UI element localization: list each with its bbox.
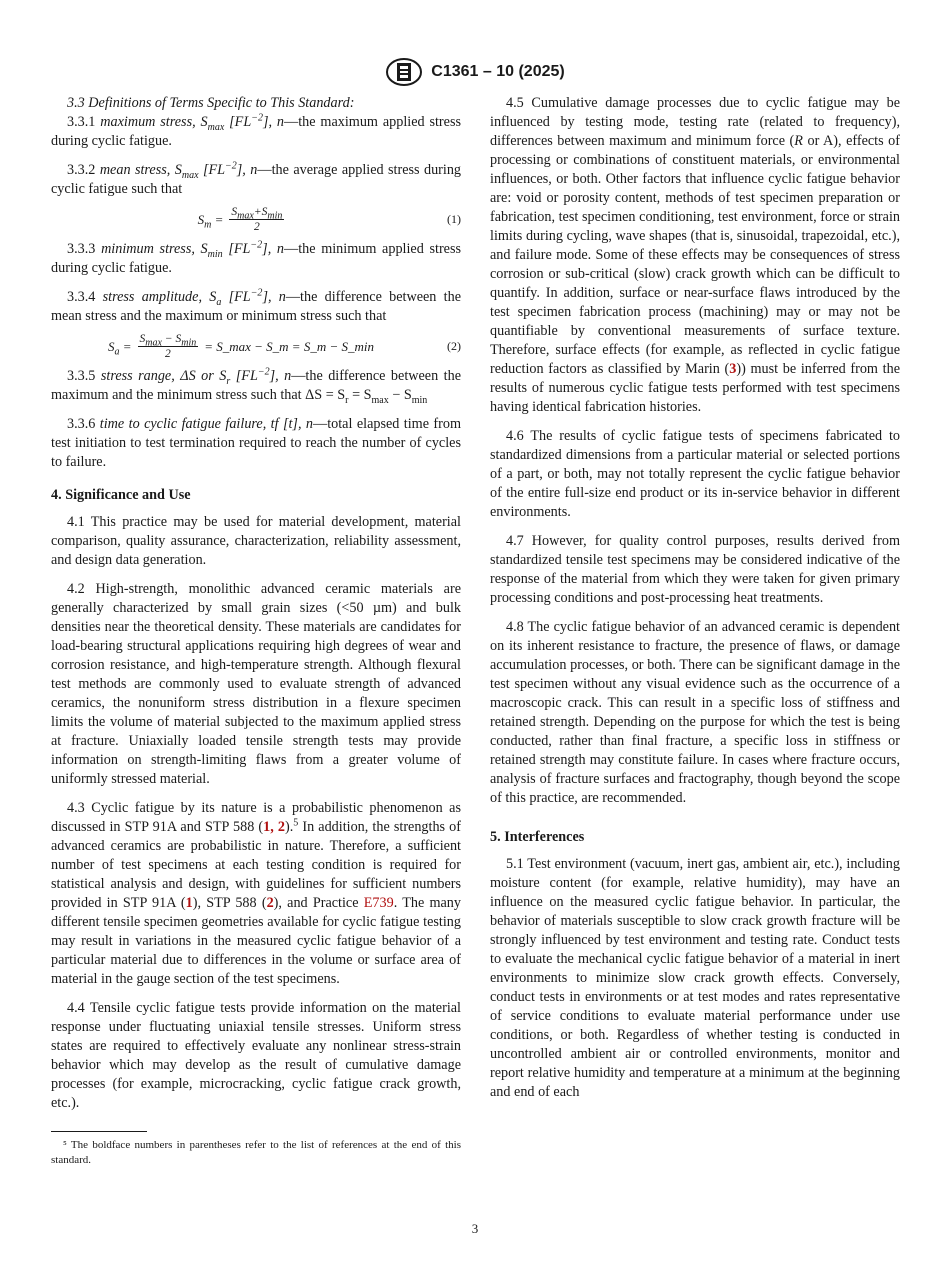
page-header bbox=[0, 57, 950, 92]
para-4-4: 4.4 Tensile cyclic fatigue tests provide information on the material response under fluctuating uniaxial tensile stresses. Uniform stress states are required to effectively evaluate any nonlinear stress-strain behavior which may develop as the result of cumulative damage processes (for example, microcracking, cyclic fatigue crack growth, etc.). bbox=[51, 1000, 461, 1111]
section-4-heading: 4. Significance and Use bbox=[51, 487, 191, 503]
def-3-3-4: 3.3.4 stress amplitude, $S_a$ $[FL^{-2}]$, n—the difference between the mean stress and the maximum or minimum stress such that bbox=[51, 287, 461, 324]
para-4-3: 4.3 Cyclic fatigue by its nature is a probabilistic phenomenon as discussed in STP 91A and STP 588 (1, 2).$^5$ In addition, the strengths of advanced ceramics are probabilistic in nature. Therefore, a sufficient number of test specimens at each testing condition is required for statistical analysis and design, with guidelines for sufficient numbers provided in STP 91A (1), STP 588 (2), and Practice E739. The many different tensile specimen geometries available for cyclic fatigue testing may result in variations in the measured cyclic fatigue behavior of a particular material due to differences in the volume or surface area of material in the gauge section of the test specimens. bbox=[51, 800, 462, 987]
equation-number: (2) bbox=[447, 339, 461, 353]
equation-2: $S_a$ = $\frac{S_{max} - S_{min}}{2}$ = S_max − S_m = S_m − S_min (2) bbox=[108, 333, 461, 360]
para-4-7: 4.7 However, for quality control purposes, results derived from standardized tensile test specimens may be considered indicative of the response of the material from which they were taken for given primary processing conditions and post-processing heat treatments. bbox=[490, 533, 900, 606]
footnote-divider bbox=[51, 1131, 147, 1132]
def-3-3-3: 3.3.3 minimum stress, $S_{min}$ $[FL^{-2}]$, n—the minimum applied stress during cyclic fatigue. bbox=[51, 239, 462, 276]
def-3-3-1: 3.3.1 maximum stress, $S_{max}$ $[FL^{-2}]$, n—the maximum applied stress during cyclic fatigue. bbox=[51, 112, 461, 149]
para-4-5: 4.5 Cumulative damage processes due to cyclic fatigue may be influenced by testing mode, testing rate (related to frequency), differences between maximum and minimum force (R or A), effects of processing or combinations of constituent materials, or environmental influences, or both. Other factors that influence cyclic fatigue behavior are: void or porosity content, methods of test specimen preparation or fabrication, test specimen conditioning, test environment, force or strain limits during cycling, wave shapes (that is, sinusoidal, trapezoidal, etc.), and failure mode. Some of these effects may be consequences of stress corrosion or sub-critical (slow) crack growth which can be difficult to quantify. In addition, surface or near-surface flaws introduced by the test specimen fabrication process (machining) may or may not be quantifiable by conventional measurements of surface texture. Therefore, surface effects (for example, as reflected in cyclic fatigue reduction factors as classified by Marin (3)) must be inferred from the results of numerous cyclic fatigue tests performed with test specimens having identical fabrication histories. bbox=[490, 95, 900, 415]
def-3-3-6: 3.3.6 time to cyclic fatigue failure, tf [t], n—total elapsed time from test initiation to test termination required to reach the number of cycles to failure. bbox=[51, 416, 462, 470]
ref-link[interactable]: 2 bbox=[266, 895, 274, 911]
def-3-3-2: 3.3.2 mean stress, $S_{max}$ $[FL^{-2}]$, n—the average applied stress during cyclic fatigue such that bbox=[51, 160, 462, 197]
left-column bbox=[51, 94, 461, 1168]
section-3-3-heading: 3.3 Definitions of Terms Specific to This Standard: bbox=[67, 95, 355, 111]
ref-link[interactable]: 1 bbox=[185, 895, 193, 911]
para-4-6: 4.6 The results of cyclic fatigue tests of specimens fabricated to standardized dimensions from a particular material or selected portions of a part, or both, may not totally represent the cyclic fatigue behavior of the entire full-size end product or its in-service behavior in different environments. bbox=[490, 428, 900, 520]
def-3-3-5: 3.3.5 stress range, ΔS or $S_r$ $[FL^{-2}]$, n—the difference between the maximum and the minimum stress such that $\Delta S = S_r = S_{max} - S_{min}$ bbox=[51, 366, 462, 406]
equation-1: $S_m$ = $\frac{S_{max}+S_{min}}{2}$ (1) bbox=[197, 206, 461, 233]
ref-link[interactable]: 3 bbox=[729, 361, 737, 377]
equation-number: (1) bbox=[447, 212, 461, 226]
para-4-8: 4.8 The cyclic fatigue behavior of an advanced ceramic is dependent on its inherent resistance to fracture, the presence of flaws, or damage accumulation processes, or both. There can be significant damage in the test specimen without any visual evidence such as the occurrence of a macroscopic crack. This can result in a specific loss of stiffness and retained strength. Depending on the purpose for which the test is being conducted, rather than final fracture, a specific loss in stiffness or retained strength may constitute failure. In cases where fracture occurs, analysis of fracture surfaces and fractography, though beyond the scope of this practice, are recommended. bbox=[490, 619, 900, 806]
standard-designation: C1361 – 10 (2025) bbox=[431, 63, 565, 80]
section-5-heading: 5. Interferences bbox=[490, 829, 585, 845]
astm-logo bbox=[385, 57, 423, 87]
footnote-ref[interactable]: 5 bbox=[293, 817, 299, 829]
right-column bbox=[490, 94, 900, 1102]
page-number: 3 bbox=[471, 1221, 479, 1236]
standard-link-e739[interactable]: E739 bbox=[363, 895, 394, 911]
para-4-1: 4.1 This practice may be used for material development, material comparison, quality assurance, characterization, reliability assessment, and design data generation. bbox=[51, 514, 461, 568]
footnote-5: ⁵ The boldface numbers in parentheses refer to the list of references at the end of this standard. bbox=[51, 1139, 461, 1166]
para-4-2: 4.2 High-strength, monolithic advanced ceramic materials are generally characterized by small grain sizes (<50 µm) and bulk densities near the theoretical density. These materials are candidates for load-bearing structural applications requiring high degrees of wear and corrosion resistance, and high-temperature strength. Although flexural test methods are commonly used to evaluate strength of advanced ceramics, the nonuniform stress distribution in a flexure specimen limits the volume of material subjected to the maximum applied stress at fracture. Uniaxially loaded tensile strength tests may provide information on strength-limiting flaws from a greater volume of uniformly stressed material. bbox=[51, 581, 461, 787]
ref-link[interactable]: 1, 2 bbox=[263, 819, 285, 835]
para-5-1: 5.1 Test environment (vacuum, inert gas, ambient air, etc.), including moisture content (for example, relative humidity), may have an influence on the measured cyclic fatigue behavior. In particular, the behavior of materials susceptible to slow crack growth fracture will be strongly influenced by test environment and testing rate. Conduct tests to evaluate the mechanical cyclic fatigue behavior of a material in inert environments to minimize slow crack growth effects. Conversely, conduct tests in environments or at test modes and rates representative of service conditions to evaluate material performance under use conditions, or both. Regardless of whether testing is conducted in uncontrolled ambient air or controlled environments, monitor and report relative humidity and temperature at a minimum at the beginning and end of each bbox=[490, 856, 900, 1100]
